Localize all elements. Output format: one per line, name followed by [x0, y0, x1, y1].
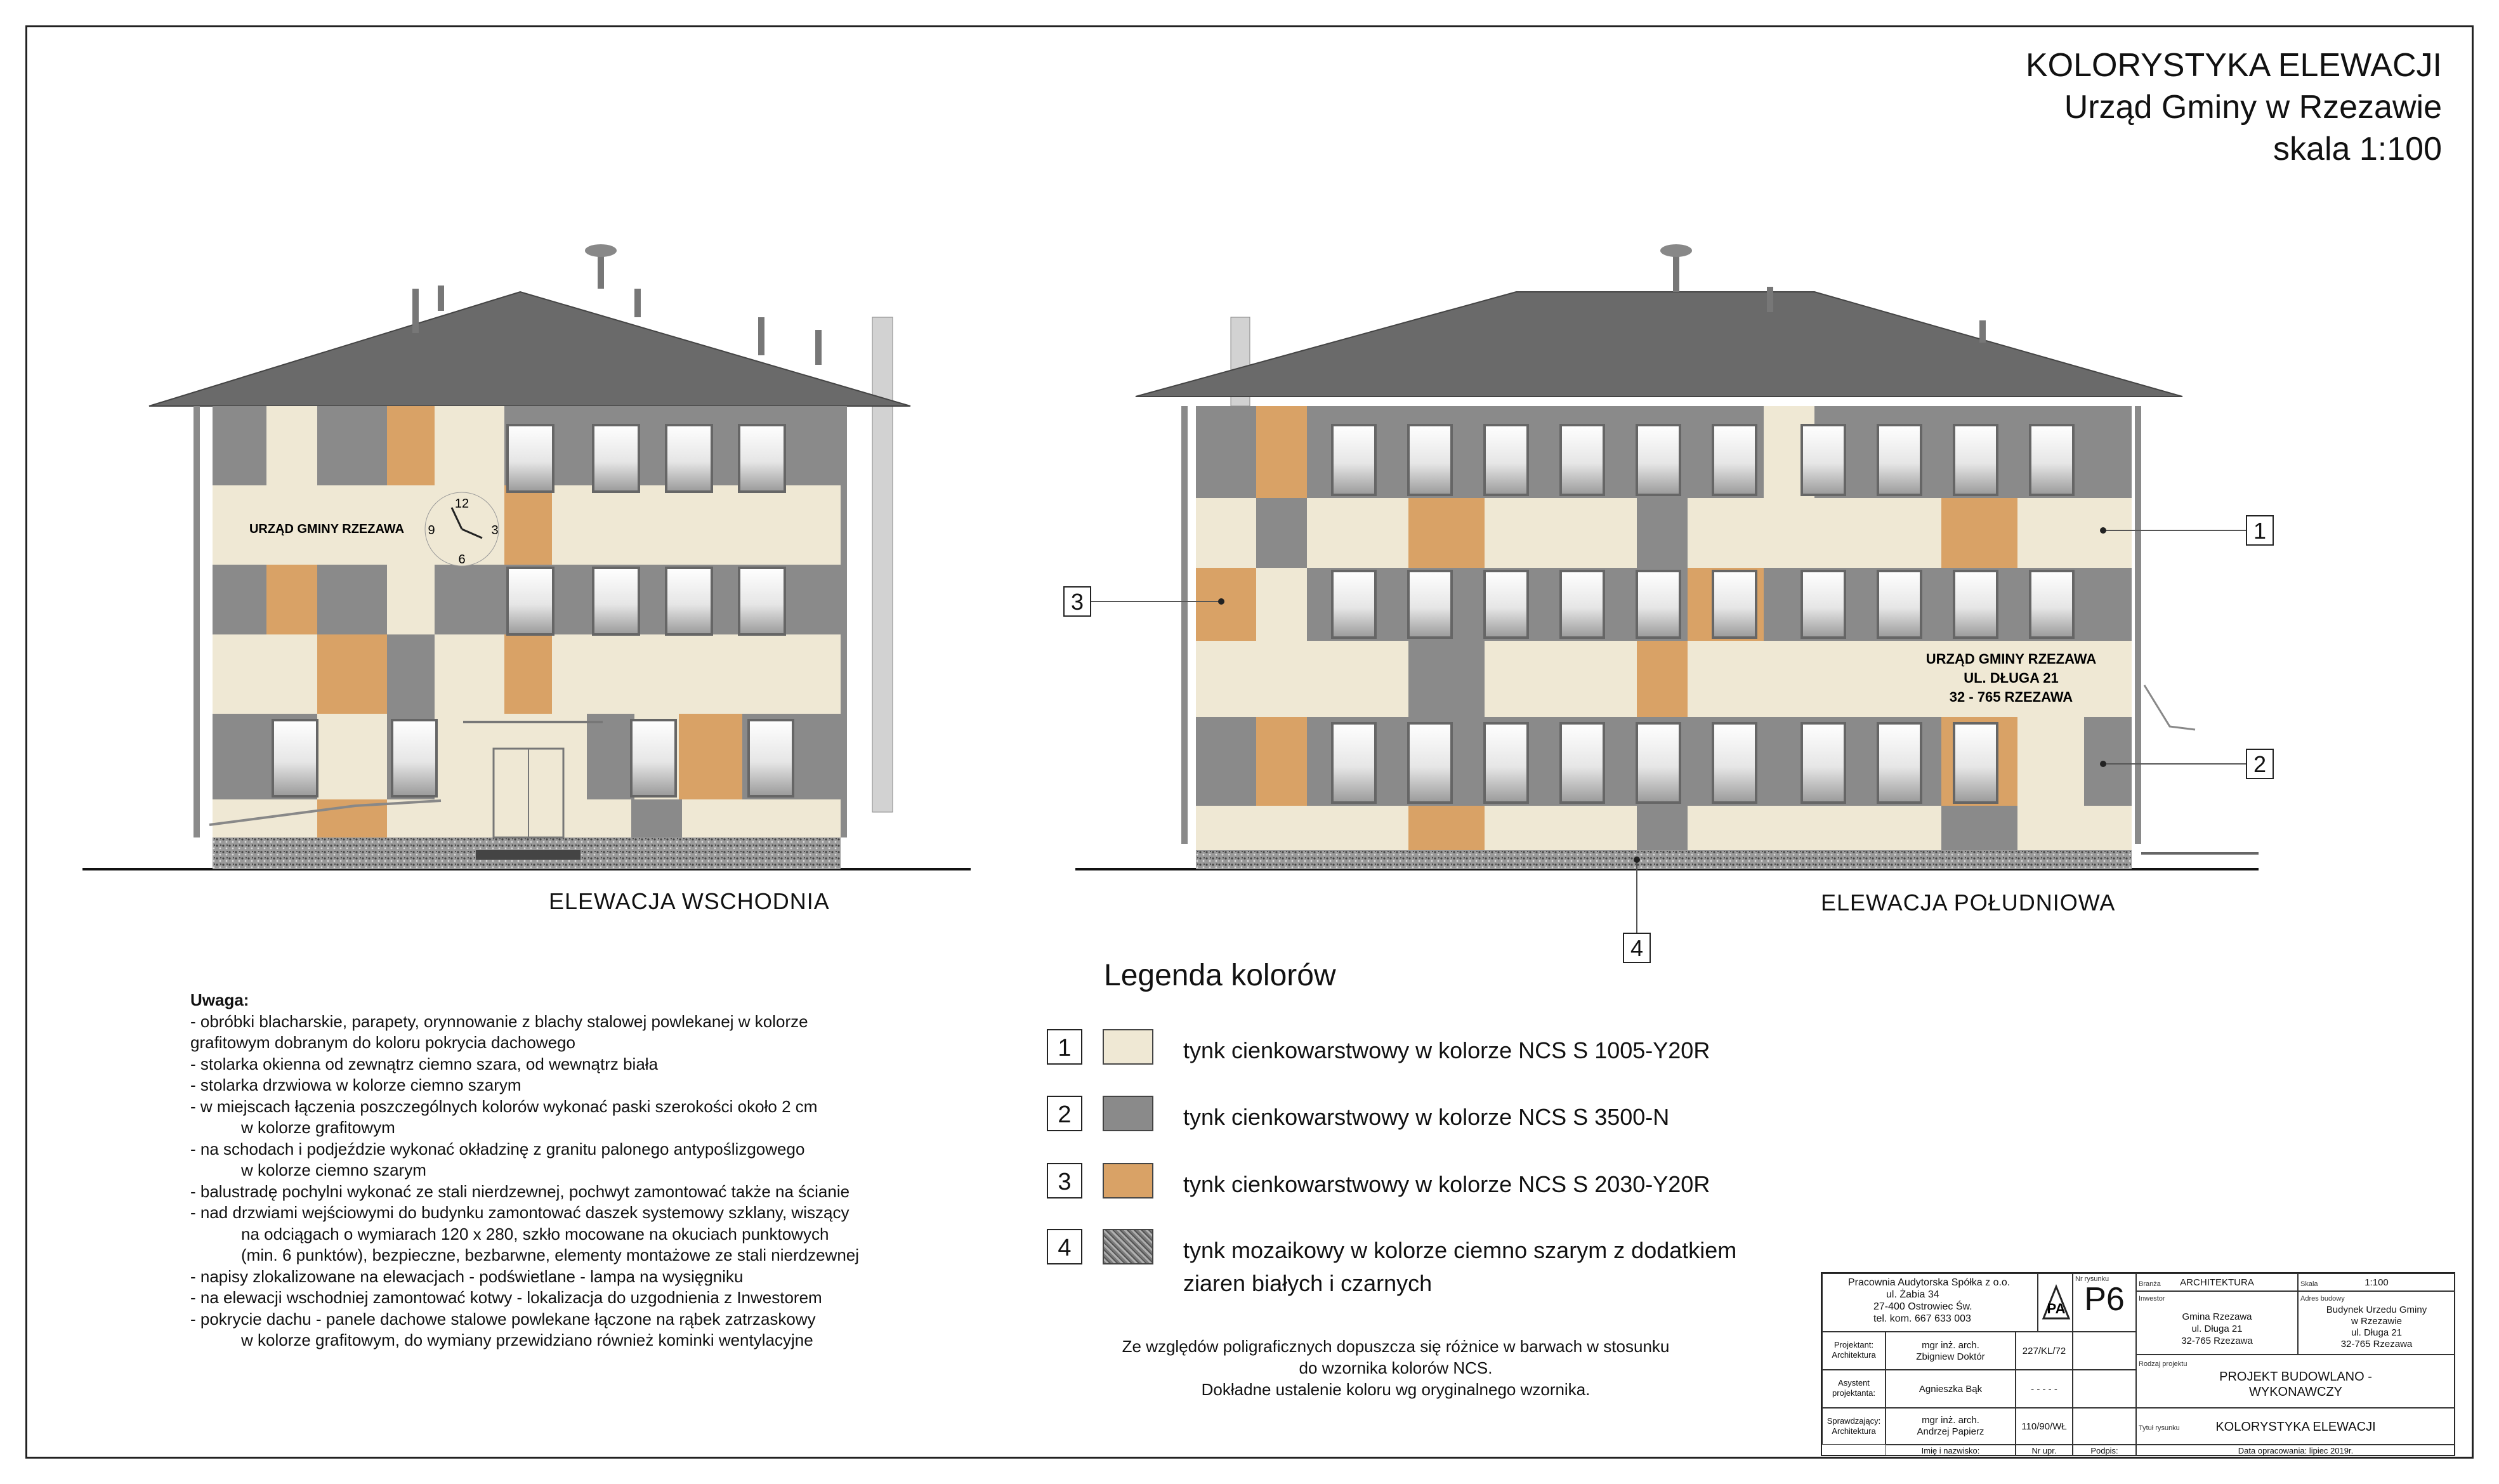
tb-sprawdzajacy-sign — [2073, 1408, 2136, 1445]
tb-sprawdzajacy-role-2: Architektura — [1832, 1426, 1876, 1436]
south-window-low-8 — [1954, 723, 1997, 803]
south-panel-5-11 — [1865, 806, 1941, 850]
clock-12: 12 — [454, 497, 469, 511]
south-panel-1-13 — [2017, 498, 2084, 568]
disclaimer-line-3: Dokładne ustalenie koloru wg oryginalnego wzornika. — [1201, 1380, 1591, 1399]
clock-6: 6 — [458, 553, 466, 567]
notes-line: - balustradę pochylni wykonać ze stali nierdzewnej, pochwyt zamontować także na ścianie — [190, 1181, 850, 1201]
tb-sprawdzajacy-name — [1886, 1408, 2016, 1445]
south-panel-2-14 — [2084, 568, 2132, 641]
notes-line: - na schodach i podjeździe wykonać okładzinę z granitu palonego antypoślizgowego — [190, 1139, 805, 1159]
tb-nrupr-label: Nr upr. — [2016, 1445, 2073, 1456]
tb-tytul-label: Tytuł rysunku — [2139, 1424, 2180, 1432]
south-window-top-6 — [1802, 425, 1845, 495]
south-panel-1-3 — [1358, 498, 1408, 568]
south-window-low-6 — [1802, 723, 1845, 803]
legend-num-1: 1 — [1047, 1029, 1082, 1065]
tb-adres-4: 32-765 Rzezawa — [2340, 1339, 2413, 1349]
south-panel-5-0 — [1196, 806, 1256, 850]
tb-projektant-nr: 227/KL/72 — [2016, 1332, 2073, 1370]
tb-rodzaj-2: WYKONAWCZY — [2248, 1385, 2343, 1399]
south-panel-3-8 — [1688, 641, 1764, 717]
tb-inwestor — [2136, 1291, 2298, 1355]
tb-branza-value: ARCHITEKTURA — [2180, 1277, 2254, 1288]
tb-adres — [2298, 1291, 2455, 1355]
south-sign-lamp — [2144, 685, 2195, 730]
tb-branza-label: Branża — [2139, 1280, 2161, 1288]
notes-line: - napisy zlokalizowane na elewacjach - podświetlane - lampa na wysięgniku — [190, 1266, 744, 1286]
south-panel-4-0 — [1196, 717, 1256, 806]
south-downpipe-right — [2135, 406, 2141, 844]
south-window-mid-6 — [1802, 571, 1845, 638]
south-plinth-mosaic — [1196, 850, 2132, 869]
tb-rodzaj-label: Rodzaj projektu — [2139, 1360, 2187, 1368]
callout-4-dot — [1634, 857, 1640, 863]
tb-sheet-cell — [2073, 1273, 2136, 1332]
south-panel-4-13 — [2017, 717, 2084, 806]
notes-line: - stolarka okienna od zewnątrz ciemno szara, od wewnątrz biała — [190, 1054, 659, 1074]
south-panel-1-14 — [2084, 498, 2132, 568]
tb-firm-phone: tel. kom. 667 633 003 — [1873, 1313, 1971, 1324]
south-panel-1-12 — [1941, 498, 2017, 568]
south-window-low-4 — [1637, 723, 1680, 803]
tb-inwestor-1: Gmina Rzezawa — [2182, 1311, 2252, 1322]
legend-swatch-gray — [1103, 1096, 1153, 1131]
south-panel-0-1 — [1256, 406, 1307, 498]
notes-line: - pokrycie dachu - panele dachowe stalowe powlekane łączone na rąbek zatrzaskowy — [190, 1309, 816, 1329]
south-panel-3-0 — [1196, 641, 1256, 717]
south-panel-5-13 — [2017, 806, 2084, 850]
south-panel-5-7 — [1637, 806, 1688, 850]
notes-line: - w miejscach łączenia poszczególnych kolorów wykonać paski szerokości około 2 cm — [190, 1096, 818, 1116]
south-panel-5-3 — [1358, 806, 1408, 850]
south-panel-4-1 — [1256, 717, 1307, 806]
tb-nr-label: Nr rysunku — [2075, 1275, 2109, 1283]
tb-skala-label: Skala — [2300, 1280, 2318, 1288]
tb-firm — [1822, 1273, 2038, 1332]
south-window-low-0 — [1332, 723, 1375, 803]
south-panels — [1196, 406, 2132, 850]
south-panel-3-7 — [1637, 641, 1688, 717]
legend-text-4 — [1183, 1234, 1736, 1300]
south-panel-1-11 — [1865, 498, 1941, 568]
tb-rodzaj — [2136, 1355, 2455, 1408]
south-panel-0-14 — [2084, 406, 2132, 498]
south-panel-3-1 — [1256, 641, 1307, 717]
tb-inwestor-3: 32-765 Rzezawa — [2181, 1336, 2253, 1346]
tb-tytul — [2136, 1408, 2455, 1445]
tb-adres-3: ul. Długa 21 — [2351, 1327, 2403, 1338]
callout-3: 3 — [1063, 586, 1091, 617]
south-panel-2-1 — [1256, 568, 1307, 641]
tb-rodzaj-1: PROJEKT BUDOWLANO - — [2219, 1370, 2372, 1384]
south-window-mid-5 — [1713, 571, 1756, 638]
notes-title: Uwaga: — [190, 990, 249, 1009]
south-panel-5-1 — [1256, 806, 1307, 850]
south-window-mid-4 — [1637, 571, 1680, 638]
south-window-mid-7 — [1878, 571, 1921, 638]
svg-text:PA: PA — [2047, 1301, 2066, 1317]
south-window-top-9 — [2030, 425, 2073, 495]
south-window-top-7 — [1878, 425, 1921, 495]
disclaimer-line-2: do wzornika kolorów NCS. — [1299, 1358, 1493, 1377]
tb-projektant-role — [1822, 1332, 1886, 1370]
tb-imie-label: Imię i nazwisko: — [1886, 1445, 2016, 1456]
south-window-top-8 — [1954, 425, 1997, 495]
south-panel-2-0 — [1196, 568, 1256, 641]
callout-2: 2 — [2246, 749, 2274, 779]
south-panel-3-10 — [1814, 641, 1865, 717]
callout-3-dot — [1218, 598, 1224, 605]
firm-logo-icon — [2038, 1274, 2073, 1332]
tb-firm-name: Pracownia Audytorska Spółka z o.o. — [1848, 1277, 2010, 1288]
tb-firm-addr1: ul. Żabia 34 — [1886, 1289, 1939, 1300]
south-panel-4-14 — [2084, 717, 2132, 806]
clock-9: 9 — [428, 523, 435, 537]
title-block-table — [1821, 1272, 2455, 1456]
south-panel-1-0 — [1196, 498, 1256, 568]
tb-asystent-name: Agnieszka Bąk — [1886, 1370, 2016, 1408]
legend-num-4: 4 — [1047, 1229, 1082, 1264]
legend-title: Legenda kolorów — [1104, 959, 1336, 992]
tb-asystent-role-2: projektanta: — [1832, 1388, 1875, 1398]
tb-asystent-role-1: Asystent — [1838, 1378, 1870, 1388]
south-antenna-dish — [1660, 244, 1692, 257]
legend-text-1: tynk cienkowarstwowy w kolorze NCS S 1005-Y20R — [1183, 1037, 1710, 1063]
tb-asystent-sign — [2073, 1370, 2136, 1408]
south-window-low-2 — [1485, 723, 1528, 803]
south-caption: ELEWACJA POŁUDNIOWA — [1821, 890, 2116, 916]
south-panel-1-6 — [1561, 498, 1637, 568]
south-panel-1-9 — [1764, 498, 1814, 568]
south-sign-line-2: UL. DŁUGA 21 — [1964, 670, 2059, 686]
tb-adres-label: Adres budowy — [2300, 1295, 2345, 1303]
south-panel-5-14 — [2084, 806, 2132, 850]
south-sign-line-1: URZĄD GMINY RZEZAWA — [1925, 651, 2097, 667]
tb-projektant-role-2: Architektura — [1832, 1350, 1876, 1360]
south-window-mid-3 — [1561, 571, 1604, 638]
tb-sprawdzajacy-2: Andrzej Papierz — [1917, 1426, 1984, 1437]
tb-inwestor-2: ul. Długa 21 — [2191, 1323, 2243, 1334]
clock-3: 3 — [491, 523, 499, 537]
south-vent-1 — [1767, 287, 1773, 312]
notes-line: (min. 6 punktów), bezpieczne, bezbarwne, elementy montażowe ze stali nierdzewnej — [241, 1245, 860, 1264]
south-window-low-1 — [1408, 723, 1452, 803]
legend-swatch-cream — [1103, 1029, 1153, 1065]
south-panel-3-6 — [1561, 641, 1637, 717]
south-panel-5-2 — [1307, 806, 1358, 850]
notes-line: w kolorze grafitowym — [241, 1118, 395, 1137]
tb-sprawdzajacy-role — [1822, 1408, 1886, 1445]
tb-podpis-label: Podpis: — [2073, 1445, 2136, 1456]
notes-line: na odciągach o wymiarach 120 x 280, szkło mocowane na okuciach punktowych — [241, 1224, 829, 1244]
tb-adres-2: w Rzezawie — [2351, 1316, 2403, 1327]
legend-text-3: tynk cienkowarstwowy w kolorze NCS S 2030-Y20R — [1183, 1171, 1710, 1197]
notes-line: - obróbki blacharskie, parapety, orynnowanie z blachy stalowej powlekanej w kolorze — [190, 1011, 808, 1031]
south-window-top-2 — [1485, 425, 1528, 495]
east-sign: URZĄD GMINY RZEZAWA — [249, 522, 405, 536]
tb-sprawdzajacy-1: mgr inż. arch. — [1922, 1415, 1979, 1426]
south-window-mid-2 — [1485, 571, 1528, 638]
notes-block — [190, 990, 952, 1351]
south-panel-1-5 — [1485, 498, 1561, 568]
tb-firm-addr2: 27-400 Ostrowiec Św. — [1873, 1301, 1972, 1312]
legend-text-4a: tynk mozaikowy w kolorze ciemno szarym z dodatkiem — [1183, 1237, 1737, 1263]
callout-2-dot — [2100, 761, 2106, 767]
south-panel-0-0 — [1196, 406, 1256, 498]
south-panel-1-10 — [1814, 498, 1865, 568]
south-panel-5-4 — [1408, 806, 1485, 850]
notes-line: - stolarka drzwiowa w kolorze ciemno szarym — [190, 1075, 521, 1094]
south-panel-5-6 — [1561, 806, 1637, 850]
south-panel-3-4 — [1408, 641, 1485, 717]
legend-swatch-mosaic — [1103, 1229, 1153, 1264]
legend-swatch-orange — [1103, 1163, 1153, 1198]
south-panel-3-9 — [1764, 641, 1814, 717]
callout-1: 1 — [2246, 515, 2274, 546]
south-panel-5-8 — [1688, 806, 1764, 850]
south-window-top-0 — [1332, 425, 1375, 495]
tb-tytul-value: KOLORYSTYKA ELEWACJI — [2215, 1420, 2376, 1434]
south-panel-1-1 — [1256, 498, 1307, 568]
tb-sprawdzajacy-nr: 110/90/WŁ — [2016, 1408, 2073, 1445]
south-window-mid-8 — [1954, 571, 1997, 638]
south-window-top-5 — [1713, 425, 1756, 495]
south-window-low-5 — [1713, 723, 1756, 803]
south-window-top-3 — [1561, 425, 1604, 495]
notes-line: grafitowym dobranym do koloru pokrycia dachowego — [190, 1033, 575, 1052]
south-window-mid-0 — [1332, 571, 1375, 638]
legend-num-2: 2 — [1047, 1096, 1082, 1131]
title-line-2: Urząd Gminy w Rzezawie — [2064, 89, 2442, 126]
callout-4: 4 — [1623, 933, 1651, 963]
south-vent-2 — [1979, 320, 1986, 343]
south-panel-5-10 — [1814, 806, 1865, 850]
east-caption: ELEWACJA WSCHODNIA — [549, 888, 830, 914]
south-panel-3-2 — [1307, 641, 1358, 717]
south-panel-1-8 — [1688, 498, 1764, 568]
south-panel-1-2 — [1307, 498, 1358, 568]
south-panel-5-5 — [1485, 806, 1561, 850]
south-panel-1-4 — [1408, 498, 1485, 568]
legend-text-2: tynk cienkowarstwowy w kolorze NCS S 3500-N — [1183, 1104, 1670, 1130]
tb-asystent-nr: - - - - - — [2016, 1370, 2073, 1408]
south-panel-3-3 — [1358, 641, 1408, 717]
disclaimer-line-1: Ze względów poligraficznych dopuszcza się różnice w barwach w stosunku — [1122, 1337, 1670, 1356]
south-window-top-1 — [1408, 425, 1452, 495]
south-roof — [1136, 292, 2182, 397]
tb-asystent-role — [1822, 1370, 1886, 1408]
south-panel-1-7 — [1637, 498, 1688, 568]
south-window-mid-9 — [2030, 571, 2073, 638]
tb-projektant-name — [1886, 1332, 2016, 1370]
south-window-top-4 — [1637, 425, 1680, 495]
south-downpipe-left — [1181, 406, 1188, 844]
title-line-1: KOLORYSTYKA ELEWACJI — [2026, 47, 2442, 84]
south-panel-5-12 — [1941, 806, 2017, 850]
south-window-low-7 — [1878, 723, 1921, 803]
tb-adres-1: Budynek Urzedu Gminy — [2326, 1304, 2427, 1315]
south-panel-5-9 — [1764, 806, 1814, 850]
tb-branza — [2136, 1273, 2298, 1291]
tb-data: Data opracowania: lipiec 2019r. — [2136, 1445, 2455, 1456]
notes-line: w kolorze grafitowym, do wymiany przewidziano również kominki wentylacyjne — [241, 1330, 813, 1349]
disclaimer — [1072, 1336, 1719, 1400]
south-window-mid-1 — [1408, 571, 1452, 638]
legend-num-3: 3 — [1047, 1163, 1082, 1198]
tb-skala — [2298, 1273, 2455, 1291]
legend-text-4b: ziaren białych i czarnych — [1183, 1270, 1433, 1296]
notes-line: - nad drzwiami wejściowymi do budynku zamontować daszek systemowy szklany, wiszący — [190, 1203, 849, 1222]
notes-line: - na elewacji wschodniej zamontować kotwy - lokalizacja do uzgodnienia z Inwestorem — [190, 1288, 822, 1307]
title-line-3: skala 1:100 — [2273, 131, 2442, 167]
tb-projektant-role-1: Projektant: — [1833, 1340, 1874, 1349]
tb-skala-value: 1:100 — [2365, 1277, 2389, 1288]
tb-projektant-1: mgr inż. arch. — [1922, 1340, 1979, 1351]
notes-line: w kolorze ciemno szarym — [241, 1160, 426, 1179]
south-window-low-3 — [1561, 723, 1604, 803]
callout-1-dot — [2100, 527, 2106, 534]
tb-projektant-sign — [2073, 1332, 2136, 1370]
tb-sheet-number: P6 — [2084, 1281, 2125, 1318]
south-panel-3-5 — [1485, 641, 1561, 717]
tb-sprawdzajacy-role-1: Sprawdzający: — [1827, 1416, 1881, 1426]
tb-inwestor-label: Inwestor — [2139, 1295, 2165, 1303]
tb-logo — [2038, 1273, 2073, 1332]
tb-projektant-2: Zbigniew Doktór — [1916, 1351, 1985, 1362]
south-sign-line-3: 32 - 765 RZEZAWA — [1949, 689, 2073, 705]
